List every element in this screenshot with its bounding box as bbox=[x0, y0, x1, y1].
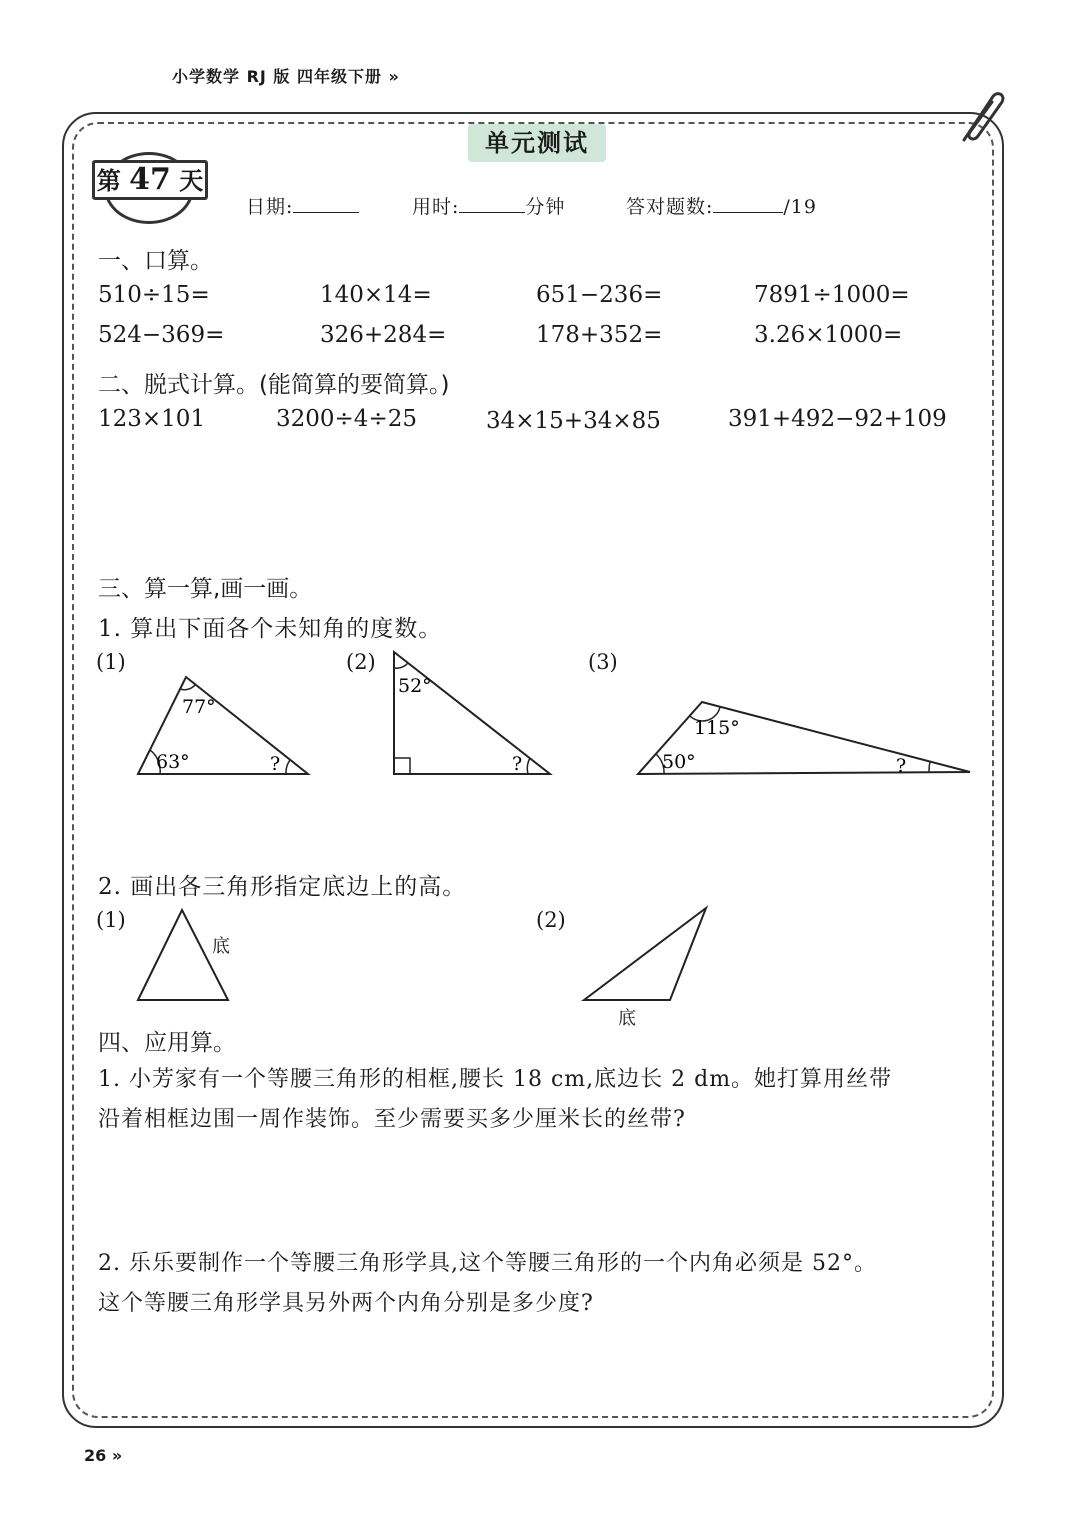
angle-label: ? bbox=[896, 755, 907, 777]
mental-calc: 7891÷1000= bbox=[754, 282, 910, 308]
figure-label: (3) bbox=[588, 650, 618, 674]
date-field bbox=[246, 192, 359, 219]
mental-calc: 326+284= bbox=[320, 322, 447, 348]
mental-calc: 178+352= bbox=[536, 322, 663, 348]
mental-calc: 510÷15= bbox=[98, 282, 210, 308]
figure-label: (2) bbox=[536, 908, 566, 932]
correct-total: /19 bbox=[783, 196, 817, 218]
stepwise-calc: 391+492−92+109 bbox=[728, 406, 947, 432]
base-label: 底 bbox=[618, 1008, 636, 1029]
mental-calc: 140×14= bbox=[320, 282, 432, 308]
stepwise-calc: 34×15+34×85 bbox=[486, 408, 661, 434]
word-problem-1-line2: 沿着相框边围一周作装饰。至少需要买多少厘米长的丝带? bbox=[98, 1107, 686, 1132]
date-blank[interactable] bbox=[293, 194, 359, 213]
correct-label: 答对题数: bbox=[626, 196, 714, 218]
figure-label: (2) bbox=[346, 650, 376, 674]
word-problem-1-line1: 1. 小芳家有一个等腰三角形的相框,腰长 18 cm,底边长 2 dm。她打算用丝带 bbox=[98, 1067, 893, 1092]
date-label: 日期: bbox=[246, 196, 294, 218]
section3-question2: 2. 画出各三角形指定底边上的高。 bbox=[98, 874, 467, 900]
time-field bbox=[412, 192, 565, 219]
figure-label: (1) bbox=[96, 908, 126, 932]
section1-heading: 一、口算。 bbox=[98, 248, 213, 274]
time-label: 用时: bbox=[412, 196, 460, 218]
base-label: 底 bbox=[212, 936, 230, 957]
word-problem-2-line1: 2. 乐乐要制作一个等腰三角形学具,这个等腰三角形的一个内角必须是 52°。 bbox=[98, 1251, 877, 1276]
day-suffix: 天 bbox=[179, 166, 204, 195]
paperclip-icon bbox=[952, 84, 1008, 146]
day-badge bbox=[92, 160, 208, 200]
section4-heading: 四、应用算。 bbox=[98, 1030, 236, 1056]
day-prefix: 第 bbox=[96, 166, 121, 195]
mental-calc: 651−236= bbox=[536, 282, 663, 308]
mental-calc: 3.26×1000= bbox=[754, 322, 903, 348]
book-header: 小学数学 RJ 版 四年级下册 » bbox=[172, 67, 400, 86]
angle-label: ? bbox=[270, 753, 281, 775]
angle-label: ? bbox=[512, 753, 523, 775]
word-problem-2-line2: 这个等腰三角形学具另外两个内角分别是多少度? bbox=[98, 1291, 594, 1316]
inner-dashed-frame bbox=[72, 122, 994, 1418]
time-unit: 分钟 bbox=[525, 196, 566, 218]
mental-calc: 524−369= bbox=[98, 322, 225, 348]
angle-label: 63° bbox=[156, 751, 190, 773]
correct-blank[interactable] bbox=[713, 194, 783, 213]
angle-label: 52° bbox=[398, 675, 432, 697]
correct-count-field bbox=[626, 192, 817, 219]
day-number: 47 bbox=[129, 162, 171, 197]
section3-heading: 三、算一算,画一画。 bbox=[98, 576, 313, 602]
unit-test-title: 单元测试 bbox=[468, 124, 606, 162]
stepwise-calc: 3200÷4÷25 bbox=[276, 406, 417, 432]
angle-label: 50° bbox=[662, 751, 696, 773]
figure-label: (1) bbox=[96, 650, 126, 674]
section2-heading: 二、脱式计算。(能简算的要简算。) bbox=[98, 372, 450, 398]
angle-label: 77° bbox=[182, 696, 216, 718]
section3-question1: 1. 算出下面各个未知角的度数。 bbox=[98, 616, 443, 642]
time-blank[interactable] bbox=[459, 194, 525, 213]
angle-label: 115° bbox=[694, 717, 740, 739]
page-number: 26 » bbox=[84, 1446, 123, 1465]
stepwise-calc: 123×101 bbox=[98, 406, 206, 432]
